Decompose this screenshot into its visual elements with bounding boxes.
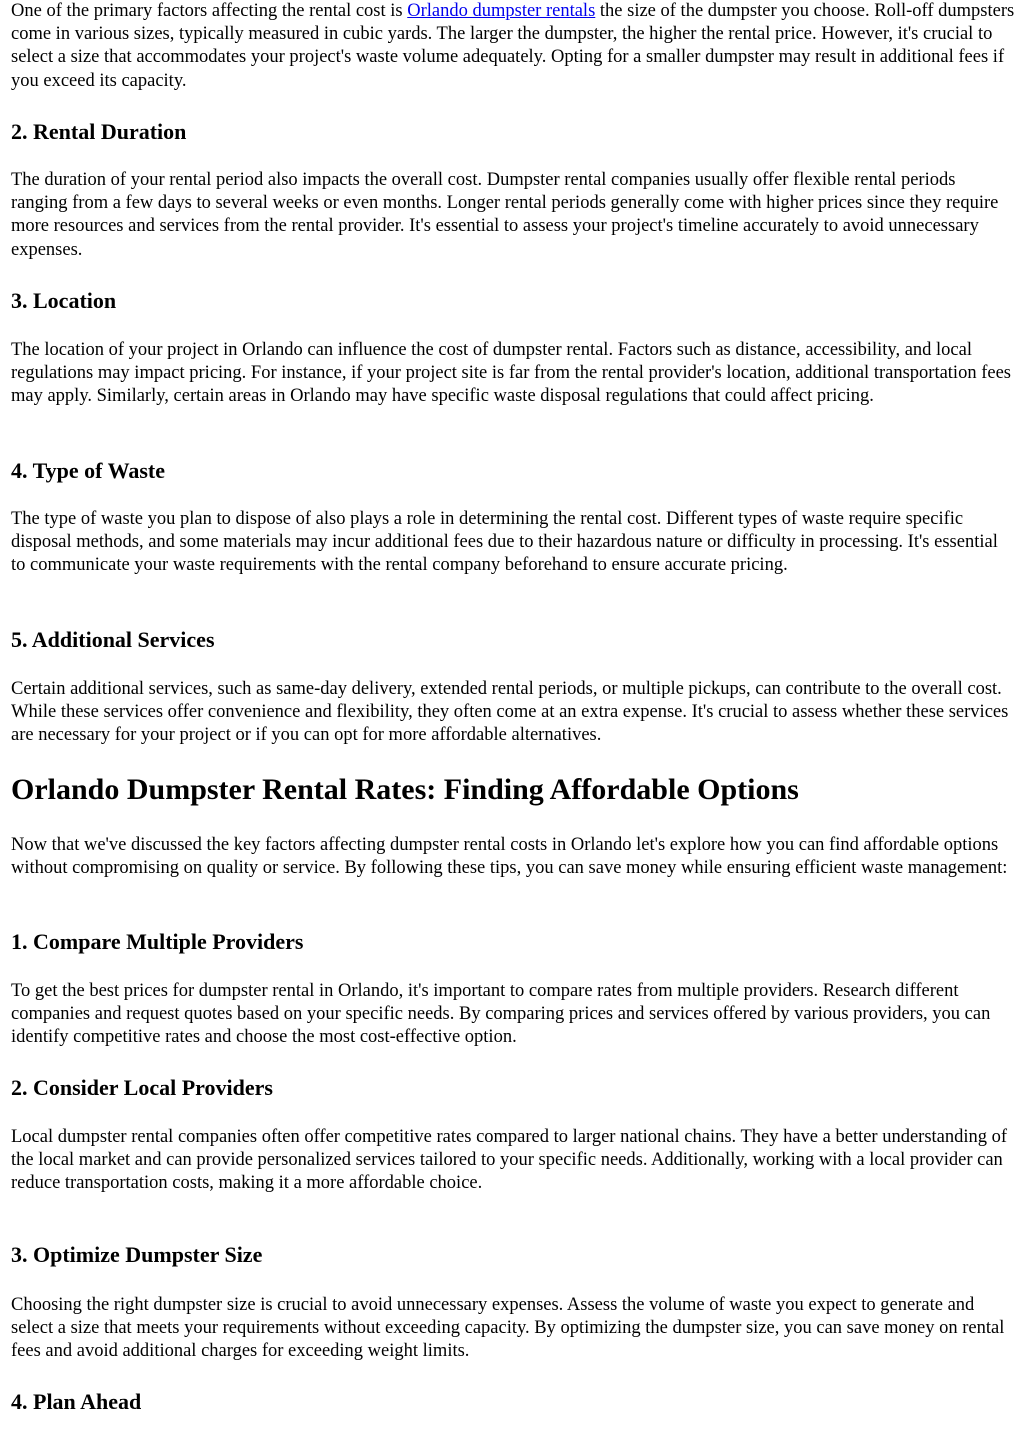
- factor-heading-rental-duration: 2. Rental Duration: [11, 119, 187, 144]
- intro-paragraph: [11, 0, 1015, 93]
- factor-heading-type-of-waste: 4. Type of Waste: [11, 458, 166, 483]
- tip-body-optimize-size: Choosing the right dumpster size is crucial to avoid unnecessary expenses. Assess the volume of waste you expect to generate and select a size that meets your requirements without exceeding capacity. By optimizing the dumpster size, you can save money on rental fees and avoid additional charges for exceeding weight limits.: [11, 1295, 1005, 1362]
- factor-body-rental-duration: The duration of your rental period also impacts the overall cost. Dumpster rental companies usually offer flexible rental periods ranging from a few days to several weeks or even months. Longer rental periods generally come with higher prices since they require more resources and services from the rental provider. It's essential to assess your project's timeline accurately to avoid unnecessary expenses.: [11, 170, 999, 260]
- factor-body-additional-services: Certain additional services, such as same-day delivery, extended rental periods, or multiple pickups, can contribute to the overall cost. While these services offer convenience and flexibility, they often come at an extra expense. It's crucial to assess whether these services are necessary for your project or if you can opt for more affordable alternatives.: [11, 679, 1009, 746]
- intro-text-after-link: the size of the dumpster you choose. Roll-off dumpsters come in various sizes, typically measured in cubic yards. The larger the dumpster, the higher the rental price. However, it's crucial to select a size that accommodates your project's waste volume adequately. Opting for a smaller dumpster may result in additional fees if you exceed its capacity.: [11, 1, 1015, 91]
- tip-heading-compare-providers: 1. Compare Multiple Providers: [11, 929, 304, 954]
- tip-body-local-providers: Local dumpster rental companies often offer competitive rates compared to larger national chains. They have a better understanding of the local market and can provide personalized services tailored to your specific needs. Additionally, working with a local provider can reduce transportation costs, making it a more affordable choice.: [11, 1127, 1008, 1194]
- tip-heading-plan-ahead: 4. Plan Ahead: [11, 1389, 142, 1414]
- factor-body-type-of-waste: The type of waste you plan to dispose of also plays a role in determining the rental cost. Different types of waste require specific disposal methods, and some materials may incur additional fees due to their hazardous nature or difficulty in processing. It's essential to communicate your waste requirements with the rental company beforehand to ensure accurate pricing.: [11, 509, 998, 576]
- factor-heading-location: 3. Location: [11, 288, 117, 313]
- factor-heading-additional-services: 5. Additional Services: [11, 627, 215, 652]
- tip-heading-optimize-size: 3. Optimize Dumpster Size: [11, 1242, 263, 1267]
- orlando-dumpster-rentals-link[interactable]: Orlando dumpster rentals: [407, 1, 596, 21]
- section-intro: Now that we've discussed the key factors affecting dumpster rental costs in Orlando let's explore how you can find affordable options without compromising on quality or service. By following these tips, you can save money while ensuring efficient waste management:: [11, 835, 1008, 879]
- factor-body-location: The location of your project in Orlando can influence the cost of dumpster rental. Factors such as distance, accessibility, and local regulations may impact pricing. For instance, if your project site is far from the rental provider's location, additional transportation fees may apply. Similarly, certain areas in Orlando may have specific waste disposal regulations that could affect pricing.: [11, 340, 1011, 407]
- intro-text-before-link: One of the primary factors affecting the rental cost is: [11, 1, 408, 21]
- tip-heading-local-providers: 2. Consider Local Providers: [11, 1075, 273, 1100]
- section-title: Orlando Dumpster Rental Rates: Finding Affordable Options: [11, 773, 799, 806]
- tip-body-compare-providers: To get the best prices for dumpster rental in Orlando, it's important to compare rates from multiple providers. Research different companies and request quotes based on your specific needs. By comparing prices and services offered by various providers, you can identify competitive rates and choose the most cost-effective option.: [11, 981, 991, 1048]
